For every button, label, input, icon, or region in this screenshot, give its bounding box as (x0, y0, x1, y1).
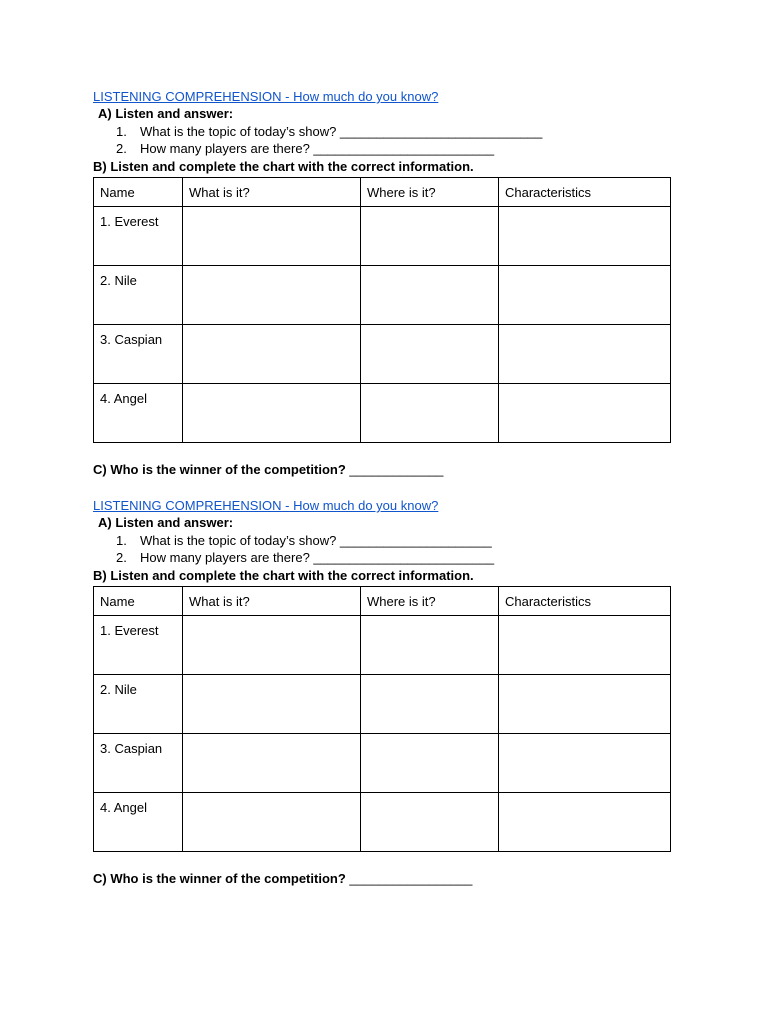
answer-cell[interactable] (499, 207, 671, 266)
answer-cell[interactable] (499, 793, 671, 852)
section-c-question (93, 461, 670, 478)
answer-cell[interactable] (361, 793, 499, 852)
table-row (94, 616, 671, 675)
name-cell: 1. Everest (94, 207, 183, 266)
question-1 (93, 532, 670, 550)
header-cell: What is it? (183, 178, 361, 207)
worksheet-title[interactable]: LISTENING COMPREHENSION - How much do you know? (93, 498, 439, 513)
table-row (94, 266, 671, 325)
name-cell: 2. Nile (94, 675, 183, 734)
answer-cell[interactable] (361, 207, 499, 266)
question-1 (93, 123, 670, 141)
worksheet-title[interactable]: LISTENING COMPREHENSION - How much do you know? (93, 89, 439, 104)
section-c-text: C) Who is the winner of the competition? (93, 871, 346, 886)
answer-cell[interactable] (361, 734, 499, 793)
question-text: What is the topic of today’s show? _____________________ (140, 532, 492, 548)
answer-cell[interactable] (183, 675, 361, 734)
answer-cell[interactable] (183, 207, 361, 266)
answer-cell[interactable] (499, 616, 671, 675)
header-cell: Characteristics (499, 587, 671, 616)
section-a-heading: A) Listen and answer: (98, 515, 234, 530)
header-cell: Name (94, 178, 183, 207)
header-cell: What is it? (183, 587, 361, 616)
answer-cell[interactable] (499, 384, 671, 443)
table-row (94, 325, 671, 384)
answer-cell[interactable] (499, 325, 671, 384)
answer-cell[interactable] (361, 675, 499, 734)
answer-cell[interactable] (499, 734, 671, 793)
question-number: 2. (116, 550, 127, 565)
header-cell: Characteristics (499, 178, 671, 207)
answer-cell[interactable] (499, 675, 671, 734)
table-header-row (94, 587, 671, 616)
table-header-row (94, 178, 671, 207)
answer-cell[interactable] (183, 616, 361, 675)
table-row (94, 734, 671, 793)
name-cell: 3. Caspian (94, 734, 183, 793)
question-text: How many players are there? _________________________ (140, 141, 495, 156)
answer-cell[interactable] (361, 616, 499, 675)
question-text: What is the topic of today’s show? ____________________________ (140, 123, 543, 139)
section-c-question (93, 870, 670, 887)
worksheet-1 (93, 88, 670, 478)
table-row (94, 675, 671, 734)
answer-cell[interactable] (183, 325, 361, 384)
question-2 (93, 140, 670, 158)
header-cell: Name (94, 587, 183, 616)
answer-cell[interactable] (183, 384, 361, 443)
answer-cell[interactable] (183, 266, 361, 325)
question-text: How many players are there? _________________________ (140, 550, 495, 565)
worksheet-2 (93, 497, 670, 887)
answer-cell[interactable] (361, 325, 499, 384)
name-cell: 3. Caspian (94, 325, 183, 384)
answer-cell[interactable] (361, 266, 499, 325)
section-a-heading: A) Listen and answer: (98, 106, 234, 121)
question-number: 1. (116, 123, 127, 139)
section-b-heading: B) Listen and complete the chart with the correct information. (93, 567, 474, 583)
table-row (94, 384, 671, 443)
answer-cell[interactable] (499, 266, 671, 325)
answer-cell[interactable] (183, 734, 361, 793)
header-cell: Where is it? (361, 178, 499, 207)
question-number: 2. (116, 141, 127, 156)
table-row (94, 793, 671, 852)
section-b-heading: B) Listen and complete the chart with the correct information. (93, 158, 474, 174)
name-cell: 1. Everest (94, 616, 183, 675)
answer-blank: _________________ (349, 871, 473, 886)
info-chart (93, 586, 671, 852)
name-cell: 2. Nile (94, 266, 183, 325)
name-cell: 4. Angel (94, 384, 183, 443)
answer-blank: _____________ (349, 462, 444, 477)
answer-cell[interactable] (183, 793, 361, 852)
info-chart (93, 177, 671, 443)
name-cell: 4. Angel (94, 793, 183, 852)
answer-cell[interactable] (361, 384, 499, 443)
table-row (94, 207, 671, 266)
question-number: 1. (116, 532, 127, 548)
question-2 (93, 549, 670, 567)
header-cell: Where is it? (361, 587, 499, 616)
section-c-text: C) Who is the winner of the competition? (93, 462, 346, 477)
